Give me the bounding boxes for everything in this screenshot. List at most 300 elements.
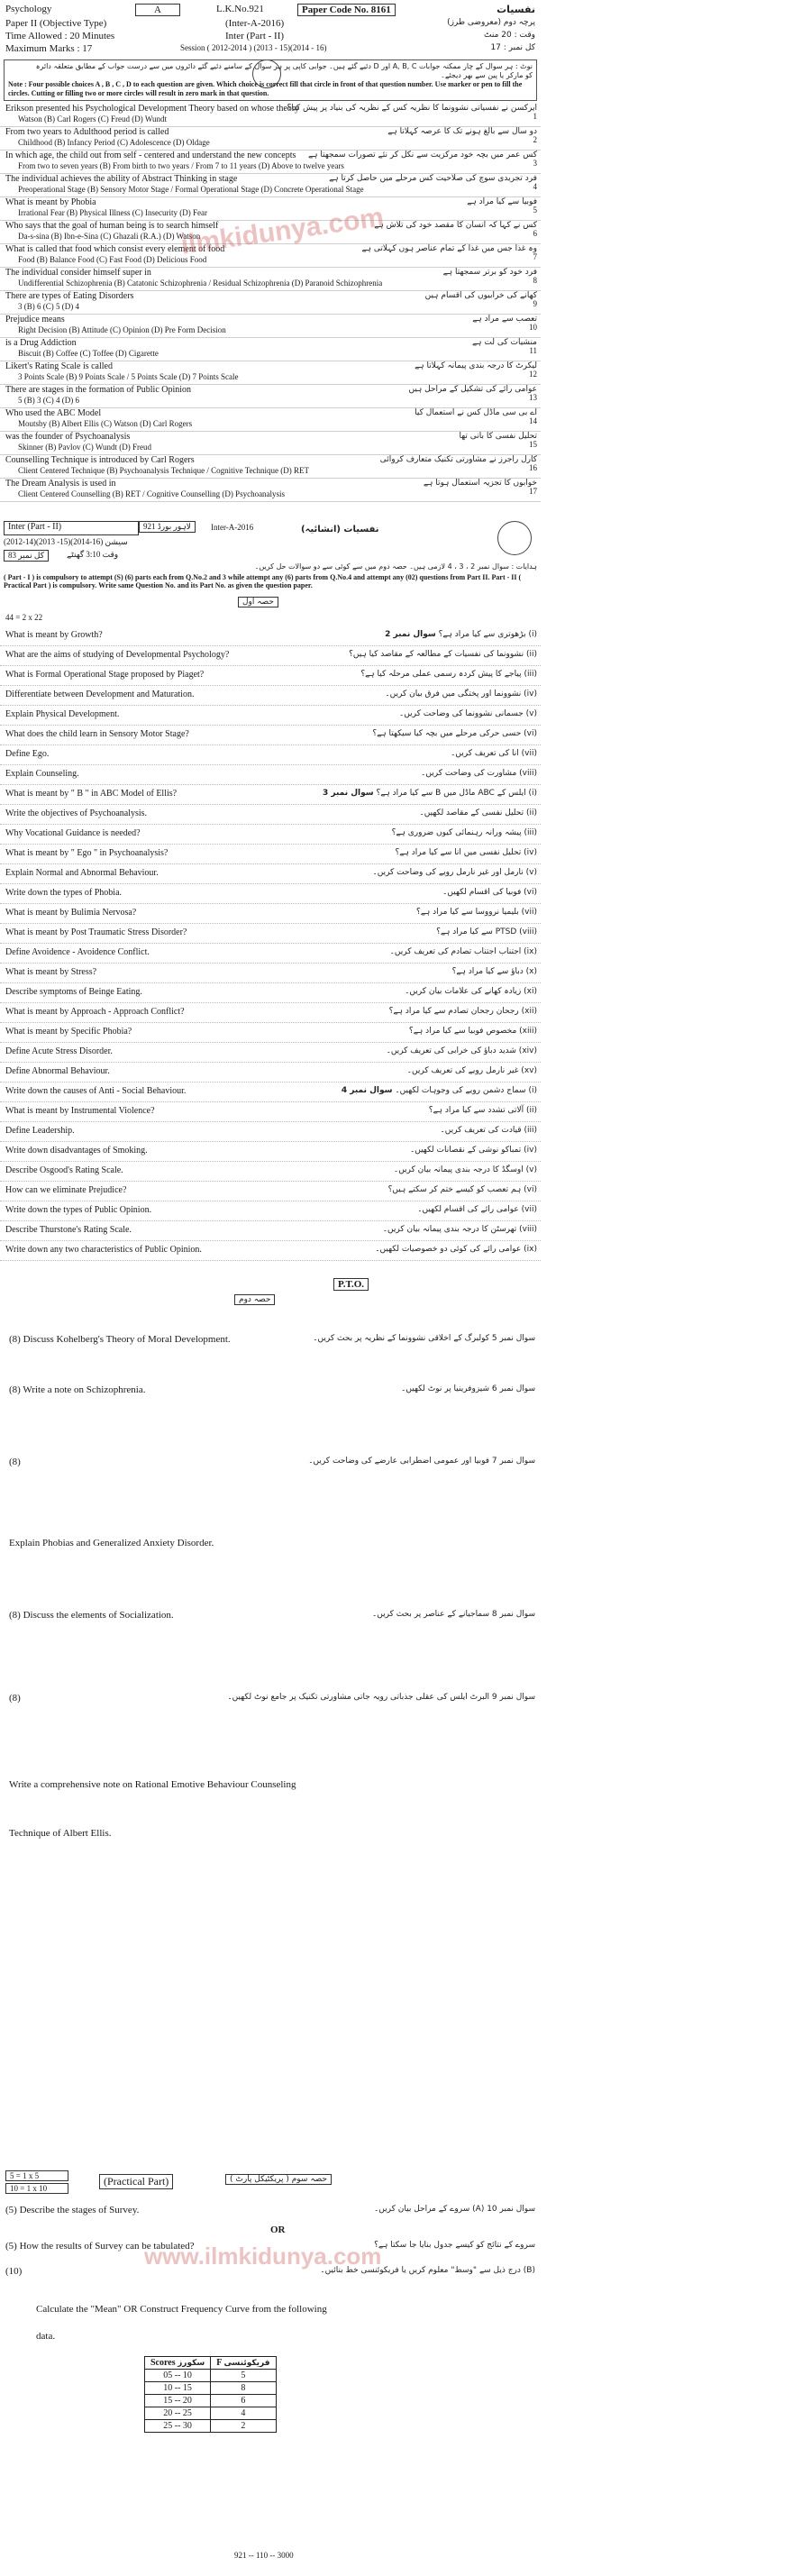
short-question-ur-text: (iii) پیاجے کا پیش کردہ رسمی عملی مرحلہ کیا ہے؟ [360, 670, 537, 679]
short-question-row [0, 626, 541, 646]
short-question-ur [385, 630, 537, 639]
mcq-question: What is meant by Phobia [5, 197, 96, 207]
practical-label-en: (Practical Part) [99, 2174, 173, 2189]
short-question-en: What are the aims of studying of Developmental Psychology? [5, 650, 230, 660]
short-question-row [0, 903, 541, 924]
mcq-row [0, 173, 541, 197]
short-question-ur [375, 1245, 537, 1254]
short-question-ur [417, 1205, 537, 1214]
short-question-ur [323, 789, 537, 798]
short-question-ur [394, 1165, 537, 1174]
score-cell: 15 -- 20 [145, 2395, 211, 2407]
short-question-ur-text: (vii) بلیمیا نرووسا سے کیا مراد ہے؟ [415, 908, 537, 917]
short-question-row [0, 764, 541, 785]
short-question-en: What is meant by Instrumental Violence? [5, 1106, 155, 1116]
long-question-en: (8) Write a note on Schizophrenia. [9, 1384, 146, 1395]
long-question-row [0, 1329, 541, 1356]
practical-q-b-en: (5) How the results of Survey can be tabulated? [5, 2241, 195, 2252]
short-question-ur [392, 828, 537, 837]
short-question-row [0, 1002, 541, 1023]
lk-no: L.K.No.921 [216, 4, 264, 14]
short-question-ur [372, 729, 537, 738]
mcq-row [0, 150, 541, 174]
watermark-top: ilmkidunya.com [178, 202, 386, 260]
mcq-question-urdu: تعصب سے مراد ہے [472, 315, 537, 324]
short-question-row [0, 665, 541, 686]
practical-marks-box [5, 2170, 68, 2194]
short-question-ur-text: (v) اوسگڈ کا درجہ بندی پیمانہ بیان کریں۔ [393, 1165, 537, 1174]
th-f [211, 2357, 276, 2370]
short-question-row [0, 883, 541, 904]
short-question-ur-text: (ix) عوامی رائے کی کوئی دو خصوصیات لکھیں۔ [375, 1245, 537, 1254]
short-question-row [0, 982, 541, 1003]
paper-code-box: Paper Code No. 8161 [297, 4, 396, 16]
short-question-ur-text: (ii) آلاتی تشدد سے کیا مراد ہے؟ [428, 1106, 537, 1115]
short-question-row [0, 804, 541, 825]
header-row-4 [0, 43, 541, 56]
short-question-en: Write down the causes of Anti - Social Behaviour. [5, 1086, 187, 1096]
short-question-row [0, 1161, 541, 1182]
short-question-en: Define Avoidence - Avoidence Conflict. [5, 947, 150, 957]
mcq-question: The individual achieves the ability of Abstract Thinking in stage [5, 174, 238, 184]
mcq-question-urdu: تحلیل نفسی کا بانی تھا [459, 432, 537, 441]
mcq-question: Who used the ABC Model [5, 408, 102, 418]
short-question-row [0, 1082, 541, 1102]
short-question-ur [342, 1086, 537, 1095]
mcq-options: 3 (B) 6 (C) 5 (D) 4 [18, 302, 79, 311]
mcq-row [0, 478, 541, 502]
mcq-question: The individual consider himself super in [5, 268, 151, 278]
practical-or: OR [270, 2224, 286, 2235]
subject: Psychology [5, 4, 52, 14]
short-question-ur-text: (xiv) شدید دباؤ کی خرابی کی تعریف کریں۔ [386, 1046, 537, 1055]
mcq-row [0, 337, 541, 361]
watermark-bottom: www.ilmkidunya.com [144, 2243, 382, 2270]
th-scores-ur: سکورز [178, 2359, 205, 2368]
paper-label: Paper II (Objective Type) [5, 18, 107, 29]
short-question-row [0, 923, 541, 944]
short-question-en: Define Leadership. [5, 1126, 75, 1136]
practical-label-ur: حصہ سوم ( پریکٹیکل پارٹ ) [225, 2174, 332, 2185]
inter-label: (Inter-A-2016) [225, 18, 285, 29]
short-question-row [0, 963, 541, 983]
mcq-question: is a Drug Addiction [5, 338, 77, 348]
frequency-table-row [145, 2395, 277, 2407]
subj-instructions-urdu: ہدایات : سوال نمبر 2 ، 3 ، 4 لازمی ہیں۔ حصہ دوم میں سے کوئی سے دو سوالات حل کریں۔ [254, 562, 537, 571]
short-question-ur [451, 749, 537, 758]
mcq-options: Client Centered Counselling (B) RET / Cognitive Counselling (D) Psychoanalysis [18, 489, 286, 498]
mcq-number: 9 [533, 299, 537, 308]
urdu-time: وقت : 20 منٹ [484, 31, 535, 40]
long-question-row [0, 1687, 541, 1714]
note-box [4, 59, 537, 101]
frequency-cell: 8 [211, 2382, 276, 2395]
mcq-question-urdu: وہ غذا جس میں غذا کے تمام عناصر ہوں کہلاتی ہے [361, 244, 537, 253]
short-question-row [0, 1201, 541, 1221]
long-question-en: Write a comprehensive note on Rational Emotive Behaviour Counseling [9, 1779, 296, 1790]
long-question-row [0, 1379, 541, 1406]
mcq-row [0, 267, 541, 291]
short-question-ur-text: (i) بڑھوتری سے کیا مراد ہے؟ [438, 630, 537, 639]
long-question-ur: سوال نمبر 6 شیزوفرینیا پر نوٹ لکھیں۔ [401, 1384, 535, 1393]
short-question-ur [389, 1007, 537, 1016]
long-question-ur: سوال نمبر 9 البرٹ ایلس کی عقلی جذباتی رویہ جاتی مشاورتی تکنیک پر جامع نوٹ لکھیں۔ [227, 1693, 535, 1702]
note-english: Note : Four possible choices A , B , C , D to each question are given. Which choice is correct fill that circle in front of that question number. Use marker or pen to fill the circles. Cutting or filling two or more circles will result in zero mark in that question. [8, 80, 523, 97]
short-question-ur [396, 848, 537, 857]
mcq-row [0, 384, 541, 408]
mcq-question-urdu: کارل راجرز نے مشاورتی تکنیک متعارف کروائی [379, 455, 537, 464]
mcq-row [0, 454, 541, 479]
short-question-ur-text: (iv) تحلیل نفسی میں انا سے کیا مراد ہے؟ [395, 848, 537, 857]
mcq-number: 10 [529, 323, 537, 332]
mcq-question: Erikson presented his Psychological Development Theory based on whose theory [5, 104, 300, 114]
short-question-ur [407, 1066, 537, 1075]
subject-urdu: نفسیات [497, 4, 535, 15]
mcq-question: In which age, the child out from self - centered and understand the new concepts [5, 151, 296, 160]
short-question-ur [372, 868, 537, 877]
short-question-en: Describe Thurstone's Rating Scale. [5, 1225, 132, 1235]
mcq-options: 5 (B) 3 (C) 4 (D) 6 [18, 396, 79, 405]
short-question-row [0, 1240, 541, 1261]
mcq-number: 4 [533, 182, 537, 191]
short-question-ur [429, 1106, 537, 1115]
score-cell: 25 -- 30 [145, 2420, 211, 2433]
short-question-ur-text: (v) نارمل اور غیر نارمل رویے کی وضاحت کریں۔ [372, 868, 537, 877]
th-f-ur: فریکوئنسی [223, 2359, 270, 2368]
short-question-ur-text: (xi) زیادہ کھانے کی علامات بیان کریں۔ [405, 987, 537, 996]
short-question-ur-text: (v) جسمانی نشوونما کی وضاحت کریں۔ [399, 709, 537, 718]
pto: P.T.O. [333, 1278, 369, 1291]
mcq-question: Likert's Rating Scale is called [5, 361, 113, 371]
mcq-question: Counselling Technique is introduced by Carl Rogers [5, 455, 195, 465]
mcq-options: Client Centered Technique (B) Psychoanalysis Technique / Cognitive Technique (D) RET [18, 466, 310, 475]
mcq-number: 14 [529, 416, 537, 425]
mcq-question-urdu: ایرکسن نے نفسیاتی نشوونما کا نظریہ کس کے نظریہ کی بنیاد پر پیش کیا؟ [287, 104, 537, 113]
mcq-question-urdu: اے بی سی ماڈل کس نے استعمال کیا [415, 408, 537, 417]
short-question-row [0, 1121, 541, 1142]
short-question-ur [383, 1225, 537, 1234]
long-question-en: (8) Discuss the elements of Socialization. [9, 1610, 174, 1621]
section-label: حصہ اول [238, 597, 278, 607]
mcq-options: Watson (B) Carl Rogers (C) Freud (D) Wundt [18, 114, 167, 123]
mcq-row [0, 407, 541, 432]
mcq-row [0, 126, 541, 151]
short-question-ur-text: (iii) پیشہ ورانہ رہنمائی کیوں ضروری ہے؟ [391, 828, 537, 837]
short-question-ur-text: (x) دباؤ سے کیا مراد ہے؟ [451, 967, 537, 976]
mcq-number: 15 [529, 440, 537, 449]
subj-subject-urdu: نفسیات (انشائیہ) [301, 525, 379, 534]
short-question-en: What is meant by " B " in ABC Model of Ellis? [5, 789, 178, 799]
mcq-question-urdu: عوامی رائے کی تشکیل کے مراحل ہیں [408, 385, 537, 394]
subj-lk-no: لاہور بورڈ 921 [139, 521, 196, 533]
mcq-options: Right Decision (B) Attitude (C) Opinion (D) Pre Form Decision [18, 325, 226, 334]
mcq-question-urdu: کس نے کہا کہ انسان کا مقصد خود کی تلاش ہے [374, 221, 537, 230]
short-question-en: What is Formal Operational Stage proposed by Piaget? [5, 670, 205, 680]
subj-inter-a: Inter-A-2016 [211, 523, 254, 532]
mcq-row [0, 290, 541, 315]
short-question-ur [421, 769, 537, 778]
mcq-question-urdu: فرد خود کو برتر سمجھتا ہے [442, 268, 537, 277]
paper-group-box: A [135, 4, 180, 16]
note-urdu: نوٹ : ہر سوال کے چار ممکنہ جوابات A, B, C اور D دئیے گئے ہیں۔ جوابی کاپی پر ہر سوال کے سامنے دئیے گئے دائروں میں سے درست جواب کے مطابق متعلقہ دائرہ کو مارکر یا پین سے بھر دیجئے۔ [35, 62, 533, 79]
practical-marks-bottom: 10 = 1 x 10 [5, 2183, 68, 2194]
short-question-ur-text: (iv) تمباکو نوشی کے نقصانات لکھیں۔ [409, 1146, 537, 1155]
short-question-row [0, 725, 541, 745]
short-question-ur-text: (xv) غیر نارمل رویے کی تعریف کریں۔ [406, 1066, 537, 1075]
short-question-row [0, 705, 541, 726]
short-question-en: What is meant by Stress? [5, 967, 97, 977]
short-question-en: Describe symptoms of Beinge Eating. [5, 987, 142, 997]
short-question-ur-text: (xiii) مخصوص فوبیا سے کیا مراد ہے؟ [408, 1027, 537, 1036]
mcq-question-urdu: منشیات کی لت ہے [472, 338, 537, 347]
short-question-row [0, 1141, 541, 1162]
practical-q-a-en: (5) Describe the stages of Survey. [5, 2205, 140, 2215]
mcq-question-urdu: دو سال سے بالغ ہونے تک کا عرصہ کہلاتا ہے [387, 127, 537, 136]
mcq-question: There are stages in the formation of Public Opinion [5, 385, 192, 395]
short-question-en: Why Vocational Guidance is needed? [5, 828, 141, 838]
subjective-header [4, 521, 537, 611]
short-question-ur-text: (viii) تھرسٹن کا درجہ بندی پیمانہ بیان کریں۔ [382, 1225, 537, 1234]
short-question-en: What is meant by Specific Phobia? [5, 1027, 132, 1037]
mcq-options: Da-s-sina (B) Ibn-e-Sina (C) Ghazali (R.A.) (D) Watson [18, 232, 201, 241]
long-question-ur: سوال نمبر 7 فوبیا اور عمومی اضطرابی عارضے کی وضاحت کریں۔ [308, 1457, 535, 1466]
short-question-en: Define Ego. [5, 749, 50, 759]
short-question-en: What is meant by Post Traumatic Stress Disorder? [5, 927, 187, 937]
mcq-number: 11 [529, 346, 537, 355]
long-question-row [0, 1774, 541, 1801]
mcq-number: 17 [529, 487, 537, 496]
mcq-question: From two years to Adulthood period is called [5, 127, 169, 137]
short-question-ur [409, 1027, 537, 1036]
frequency-table-row [145, 2407, 277, 2420]
short-question-ur [419, 808, 537, 818]
short-question-ur [390, 947, 537, 956]
subj-inter: Inter (Part - II) [4, 521, 139, 535]
mcq-question-urdu: فرد تجریدی سوچ کی صلاحیت کس مرحلے میں حاصل کرتا ہے [329, 174, 537, 183]
subj-board-logo [497, 521, 532, 555]
short-question-en: Explain Counseling. [5, 769, 79, 779]
mcq-options: From two to seven years (B) From birth to two years / From 7 to 11 years (D) Above to twelve years [18, 161, 344, 170]
short-question-row [0, 784, 541, 805]
practical-footer: 921 -- 110 -- 3000 [234, 2551, 294, 2560]
short-question-ur [416, 908, 537, 917]
mcq-number: 7 [533, 252, 537, 261]
short-question-en: Define Acute Stress Disorder. [5, 1046, 113, 1056]
short-question-row [0, 744, 541, 765]
mcq-options: Preoperational Stage (B) Sensory Motor Stage / Formal Operational Stage (D) Concrete Operational Stage [18, 185, 364, 194]
short-question-ur [360, 670, 537, 679]
frequency-table-row [145, 2420, 277, 2433]
frequency-cell: 5 [211, 2370, 276, 2382]
short-question-ur-text: (i) سماج دشمن رویے کی وجوہات لکھیں۔ [395, 1086, 537, 1095]
short-question-ur [387, 1046, 537, 1055]
short-question-row [0, 1042, 541, 1063]
short-question-ur-text: (ix) اجتناب اجتناب تصادم کی تعریف کریں۔ [389, 947, 537, 956]
urdu-marks: کل نمبر : 17 [490, 43, 535, 52]
practical-q-b-ur: سروے کے نتائج کو کیسے جدول بنایا جا سکتا ہے؟ [374, 2241, 535, 2250]
long-question-row [0, 1451, 541, 1478]
practical-q-c [0, 2266, 541, 2280]
mcq-number: 8 [533, 276, 537, 285]
mcq-question-urdu: لیکرٹ کا درجہ بندی پیمانہ کہلاتا ہے [415, 361, 537, 370]
time-allowed: Time Allowed : 20 Minutes [5, 31, 115, 41]
long-question-row [0, 1532, 541, 1559]
practical-data-label: data. [36, 2331, 56, 2342]
long-question-en: (8) [9, 1457, 21, 1467]
short-question-row [0, 685, 541, 706]
short-question-ur-text: (iv) نشوونما اور پختگی میں فرق بیان کریں۔ [385, 690, 537, 699]
long-question-row [0, 1822, 541, 1850]
short-question-ur-text: (viii) PTSD سے کیا مراد ہے؟ [436, 927, 537, 936]
short-question-en: What is meant by Approach - Approach Conflict? [5, 1007, 185, 1017]
th-scores-en: Scores [150, 2358, 176, 2368]
short-question-row [0, 824, 541, 845]
th-f-en: F [216, 2358, 222, 2368]
mcq-number: 3 [533, 159, 537, 168]
short-question-ur [385, 690, 537, 699]
mcq-question: Prejudice means [5, 315, 65, 324]
mcq-options: Food (B) Balance Food (C) Fast Food (D) Delicious Food [18, 255, 207, 264]
mcq-number: 1 [533, 112, 537, 121]
long-question-ur: سوال نمبر 5 کولبرگ کے اخلاقی نشوونما کے نظریہ پر بحث کریں۔ [313, 1334, 535, 1343]
long-question-en: Technique of Albert Ellis. [9, 1828, 112, 1839]
short-question-ur-text: (vi) فوبیا کی اقسام لکھیں۔ [442, 888, 537, 897]
practical-q-b [0, 2241, 541, 2255]
header-row-2 [0, 18, 541, 31]
frequency-table-body [145, 2370, 277, 2433]
short-question-en: Write down any two characteristics of Public Opinion. [5, 1245, 202, 1255]
frequency-table [144, 2356, 277, 2433]
short-question-row [0, 844, 541, 864]
short-question-row [0, 1181, 541, 1201]
mcq-question-urdu: کس عمر میں بچہ خود مرکزیت سے نکل کر نئے تصورات سمجھتا ہے [307, 151, 537, 160]
practical-marks-top: 5 = 1 x 5 [5, 2170, 68, 2181]
mcq-question: The Dream Analysis is used in [5, 479, 116, 489]
mcq-question-urdu: فوبیا سے کیا مراد ہے [467, 197, 537, 206]
short-question-ur [349, 650, 537, 659]
short-question-label: سوال نمبر 2 [385, 630, 436, 639]
short-question-en: How can we eliminate Prejudice? [5, 1185, 127, 1195]
mcq-question-urdu: خوابوں کا تجزیہ استعمال ہوتا ہے [423, 479, 537, 488]
mcq-number: 5 [533, 206, 537, 215]
part-two-label: حصہ دوم [234, 1294, 275, 1305]
mcq-options: Biscuit (B) Coffee (C) Toffee (D) Cigarette [18, 349, 159, 358]
urdu-paper: پرچہ دوم (معروضی طرز) [447, 18, 535, 27]
long-question-en: (8) Discuss Kohelberg's Theory of Moral Development. [9, 1334, 231, 1345]
short-question-ur-text: (i) ایلس کے ABC ماڈل میں B سے کیا مراد ہے؟ [376, 789, 537, 798]
practical-q-a-ur: سوال نمبر 10 (A) سروے کے مراحل بیان کریں۔ [374, 2205, 535, 2214]
frequency-table-header [145, 2357, 277, 2370]
subj-instructions-en: ( Part - I ) is compulsory to attempt (S) (6) parts each from Q.No.2 and 3 while attempt any (6) parts from Q.No.4 and attempt any (02) questions from Part II. Part - II ( Practical Part ) is compulsory. Write same Question No. and its Part No. as given the question paper. [4, 573, 522, 589]
short-question-ur [399, 709, 537, 718]
long-question-en: Explain Phobias and Generalized Anxiety Disorder. [9, 1538, 214, 1548]
mcq-question: What is called that food which consist every element of food [5, 244, 225, 254]
mcq-number: 6 [533, 229, 537, 238]
short-question-ur-text: (ii) تحلیل نفسی کے مقاصد لکھیں۔ [419, 808, 537, 818]
short-question-ur-text: (viii) مشاورت کی وضاحت کریں۔ [421, 769, 537, 778]
subj-session: (2012-14)(2013 -15)(2014-16) سیشن [4, 537, 128, 546]
long-question-en: (8) [9, 1693, 21, 1704]
session: Session ( 2012-2014 ) (2013 - 15)(2014 - 16) [180, 43, 327, 52]
practical-calc: Calculate the "Mean" OR Construct Frequency Curve from the following [36, 2304, 327, 2315]
short-question-ur-text: (vii) عوامی رائے کی اقسام لکھیں۔ [417, 1205, 537, 1214]
short-question-ur [452, 967, 537, 976]
mcq-number: 12 [529, 370, 537, 379]
short-question-en: Write down disadvantages of Smoking. [5, 1146, 148, 1156]
mcq-options: Irrational Fear (B) Physical Illness (C) Insecurity (D) Fear [18, 208, 207, 217]
short-question-ur [440, 1126, 537, 1135]
short-question-label: سوال نمبر 3 [322, 789, 374, 798]
short-question-ur [436, 927, 537, 936]
frequency-table-row [145, 2370, 277, 2382]
score-cell: 05 -- 10 [145, 2370, 211, 2382]
short-question-ur [410, 1146, 537, 1155]
mcq-row [0, 431, 541, 455]
long-question-ur: سوال نمبر 8 سماجیانے کے عناصر پر بحث کریں۔ [371, 1610, 535, 1619]
short-question-en: What is meant by Bulimia Nervosa? [5, 908, 137, 918]
short-question-ur-text: (xii) رجحان رجحان تصادم سے کیا مراد ہے؟ [388, 1007, 537, 1016]
frequency-table-row [145, 2382, 277, 2395]
long-question-row [0, 1604, 541, 1631]
mcq-row [0, 103, 541, 127]
th-scores [145, 2357, 211, 2370]
practical-q-c-en: (10) [5, 2266, 23, 2277]
short-marks: 44 = 2 x 22 [5, 613, 43, 622]
subj-marks: کل نمبر 83 [4, 550, 49, 562]
short-question-en: Write the objectives of Psychoanalysis. [5, 808, 148, 818]
frequency-cell: 6 [211, 2395, 276, 2407]
short-question-row [0, 1062, 541, 1082]
mcq-question: There are types of Eating Disorders [5, 291, 134, 301]
short-question-ur-text: (ii) نشوونما کی نفسیات کے مطالعہ کے مقاصد کیا ہیں؟ [349, 650, 537, 659]
mcq-number: 2 [533, 135, 537, 144]
mcq-options: Undifferential Schizophrenia (B) Catatonic Schizophrenia / Residual Schizophrenia (D) Paranoid Schizophrenia [18, 279, 383, 288]
score-cell: 20 -- 25 [145, 2407, 211, 2420]
header-row-1 [0, 4, 541, 16]
max-marks: Maximum Marks : 17 [5, 43, 93, 54]
inter-part: Inter (Part - II) [225, 31, 285, 41]
practical-q-c-ur: (B) درج ذیل سے "وسط" معلوم کریں یا فریکوئنسی خط بنائیں۔ [320, 2266, 535, 2275]
subj-time: وقت 3:10 گھنٹے [67, 550, 119, 559]
short-question-ur [388, 1185, 537, 1194]
short-question-en: What does the child learn in Sensory Motor Stage? [5, 729, 189, 739]
short-question-en: What is meant by Growth? [5, 630, 103, 640]
short-question-ur-text: (iii) قیادت کی تعریف کریں۔ [440, 1126, 537, 1135]
mcq-question: was the founder of Psychoanalysis [5, 432, 131, 442]
short-question-row [0, 645, 541, 666]
mcq-options: Moutsby (B) Albert Ellis (C) Watson (D) Carl Rogers [18, 419, 193, 428]
short-question-ur-text: (vi) حسی حرکی مرحلے میں بچہ کیا سیکھتا ہے؟ [372, 729, 537, 738]
short-question-row [0, 1022, 541, 1043]
mcq-question: Who says that the goal of human being is to search himself [5, 221, 219, 231]
short-question-en: Write down the types of Phobia. [5, 888, 123, 898]
short-question-en: Describe Osgood's Rating Scale. [5, 1165, 123, 1175]
short-question-en: Write down the types of Public Opinion. [5, 1205, 152, 1215]
short-question-row [0, 1101, 541, 1122]
short-question-ur [405, 987, 537, 996]
short-question-row [0, 863, 541, 884]
short-question-row [0, 1220, 541, 1241]
short-question-ur-text: (vi) ہم تعصب کو کیسے ختم کر سکتے ہیں؟ [387, 1185, 537, 1194]
mcq-question-urdu: کھانے کی خرابیوں کی اقسام ہیں [424, 291, 537, 300]
mcq-options: Skinner (B) Pavlov (C) Wundt (D) Freud [18, 443, 151, 452]
short-question-ur-text: (vii) انا کی تعریف کریں۔ [451, 749, 537, 758]
mcq-row [0, 314, 541, 338]
short-question-en: What is meant by " Ego " in Psychoanalysis? [5, 848, 169, 858]
short-question-en: Define Abnormal Behaviour. [5, 1066, 110, 1076]
mcq-options: 3 Points Scale (B) 9 Points Scale / 5 Points Scale (D) 7 Points Scale [18, 372, 239, 381]
frequency-cell: 2 [211, 2420, 276, 2433]
